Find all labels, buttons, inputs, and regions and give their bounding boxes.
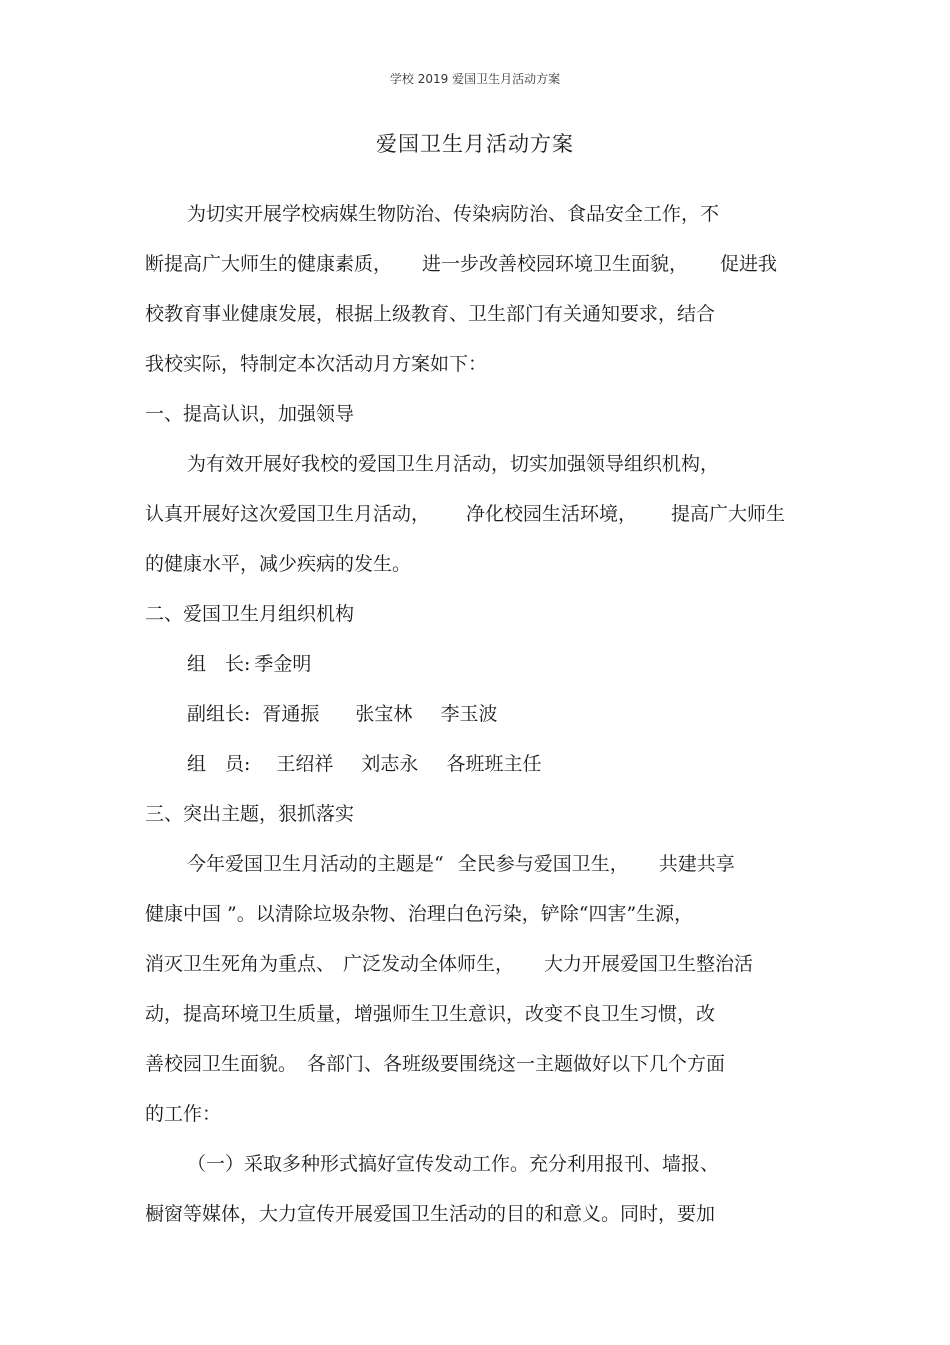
section-2-heading: 二、爱国卫生月组织机构 <box>145 603 355 625</box>
member-label: 组 员: <box>187 753 251 775</box>
section-3-line-6: 的工作： <box>145 1103 222 1125</box>
section-3-line-5 <box>145 1051 725 1077</box>
section-3-line-3-part-b: 广泛发动全体师生， <box>343 953 515 975</box>
document-title: 爱国卫生月活动方案 <box>376 132 574 156</box>
section-3-line-3 <box>145 951 753 977</box>
section-1-line-1: 为有效开展好我校的爱国卫生月活动，切实加强领导组织机构， <box>187 453 720 475</box>
section-3-line-3-part-a: 消灭卫生死角为重点、 <box>145 953 336 975</box>
member-name: 刘志永 <box>361 753 419 775</box>
intro-line-4: 我校实际，特制定本次活动月方案如下： <box>145 353 488 375</box>
section-1-line-2-part-a: 认真开展好这次爱国卫生月活动， <box>145 503 431 525</box>
intro-line-3: 校教育事业健康发展，根据上级教育、卫生部门有关通知要求，结合 <box>145 303 716 325</box>
section-1-line-2-part-b: 净化校园生活环境， <box>466 503 638 525</box>
leader-row <box>187 651 311 677</box>
section-3-line-1-part-a: 今年爱国卫生月活动的主题是“ <box>187 853 444 875</box>
intro-line-2-part-c: 促进我 <box>720 253 778 275</box>
section-1-line-2-part-c: 提高广大师生 <box>671 503 786 525</box>
intro-line-1: 为切实开展学校病媒生物防治、传染病防治、食品安全工作，不 <box>187 203 720 225</box>
member-row <box>187 751 541 777</box>
section-3-line-1-part-c: 共建共享 <box>658 853 735 875</box>
deputy-label: 副组长: <box>187 703 251 725</box>
member-name: 各班班主任 <box>446 753 542 775</box>
deputy-row <box>187 701 497 727</box>
deputy-name: 胥通振 <box>262 703 320 725</box>
section-1-heading: 一、提高认识，加强领导 <box>145 403 355 425</box>
leader-label: 组 长: <box>187 653 251 675</box>
section-3-line-4: 动，提高环境卫生质量，增强师生卫生意识，改变不良卫生习惯，改 <box>145 1003 716 1025</box>
section-3-line-3-part-c: 大力开展爱国卫生整治活 <box>544 953 754 975</box>
section-3-line-5-part-a: 善校园卫生面貌。 <box>145 1053 298 1075</box>
section-3-line-2: 健康中国 ”。以清除垃圾杂物、治理白色污染，铲除“四害”生源， <box>145 903 694 925</box>
leader-name: 季金明 <box>254 653 312 675</box>
section-1-line-3: 的健康水平，减少疾病的发生。 <box>145 553 412 575</box>
deputy-name: 张宝林 <box>355 703 413 725</box>
subsection-1-line-2: 橱窗等媒体，大力宣传开展爱国卫生活动的目的和意义。同时，要加 <box>145 1203 716 1225</box>
section-3-line-1-part-b: 全民参与爱国卫生， <box>457 853 629 875</box>
member-name: 王绍祥 <box>276 753 334 775</box>
running-header: 学校 2019 爱国卫生月活动方案 <box>389 72 561 86</box>
subsection-1-line-1: （一）采取多种形式搞好宣传发动工作。充分利用报刊、墙报、 <box>187 1153 720 1175</box>
intro-line-2-part-b: 进一步改善校园环境卫生面貌， <box>422 253 689 275</box>
intro-line-2 <box>145 251 777 277</box>
intro-line-2-part-a: 断提高广大师生的健康素质， <box>145 253 393 275</box>
section-3-line-1 <box>187 851 735 877</box>
section-3-heading: 三、突出主题，狠抓落实 <box>145 803 355 825</box>
section-1-line-2 <box>145 501 785 527</box>
deputy-name: 李玉波 <box>440 703 498 725</box>
section-3-line-5-part-b: 各部门、各班级要围绕这一主题做好以下几个方面 <box>307 1053 726 1075</box>
